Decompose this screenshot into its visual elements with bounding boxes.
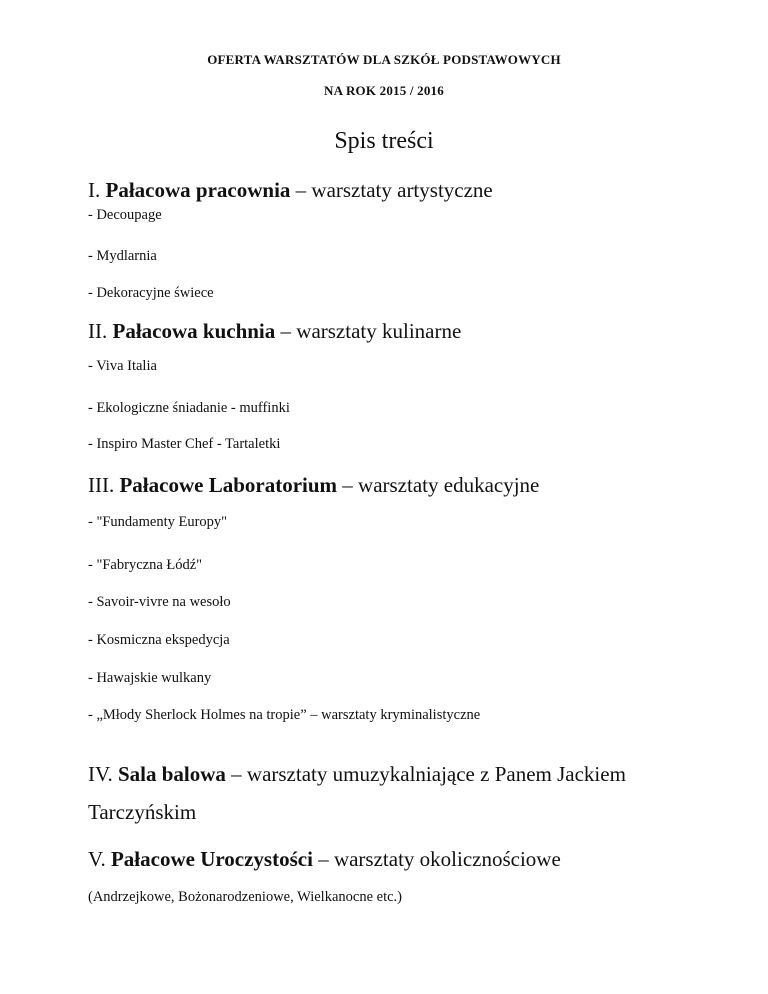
section-numeral: V.	[88, 847, 106, 871]
list-item: - Kosmiczna ekspedycja	[88, 632, 230, 648]
list-item: - Ekologiczne śniadanie - muffinki	[88, 400, 290, 416]
section-name: Pałacowe Laboratorium	[119, 473, 338, 497]
section-heading-4	[88, 755, 678, 831]
section-numeral: I.	[88, 178, 101, 202]
toc-title: Spis treści	[334, 128, 434, 154]
section-numeral: II.	[88, 319, 108, 343]
section-heading-2	[88, 315, 688, 348]
list-item: - Decoupage	[88, 207, 162, 223]
list-item: - Hawajskie wulkany	[88, 670, 212, 686]
header-title-line2: NA ROK 2015 / 2016	[324, 83, 444, 98]
list-item: - Savoir-vivre na wesoło	[88, 594, 231, 610]
section-heading-1	[88, 174, 688, 207]
section-heading-5	[88, 843, 688, 876]
header-title-line1: OFERTA WARSZTATÓW DLA SZKÓŁ PODSTAWOWYCH	[207, 52, 561, 67]
section-desc: – warsztaty edukacyjne	[337, 473, 540, 497]
section-name: Pałacowa pracownia	[105, 178, 291, 202]
list-item: - Dekoracyjne świece	[88, 285, 214, 301]
section-numeral: IV.	[88, 762, 113, 786]
list-item: - Viva Italia	[88, 358, 157, 374]
section-desc: – warsztaty umuzykalniające z Panem Jackiem Tarczyńskim	[88, 762, 626, 824]
section-name: Sala balowa	[117, 762, 226, 786]
section-name: Pałacowa kuchnia	[112, 319, 276, 343]
section-numeral: III.	[88, 473, 115, 497]
section-heading-3	[88, 469, 688, 502]
list-item: - Inspiro Master Chef - Tartaletki	[88, 436, 281, 452]
section-desc: – warsztaty artystyczne	[290, 178, 493, 202]
list-item: - „Młody Sherlock Holmes na tropie” – warsztaty kryminalistyczne	[88, 707, 481, 723]
list-item: - "Fundamenty Europy"	[88, 514, 228, 530]
list-item: (Andrzejkowe, Bożonarodzeniowe, Wielkanocne etc.)	[88, 889, 402, 905]
list-item: - Mydlarnia	[88, 248, 157, 264]
section-desc: – warsztaty kulinarne	[275, 319, 462, 343]
section-name: Pałacowe Uroczystości	[110, 847, 313, 871]
list-item: - "Fabryczna Łódź"	[88, 557, 203, 573]
section-desc: – warsztaty okolicznościowe	[312, 847, 561, 871]
